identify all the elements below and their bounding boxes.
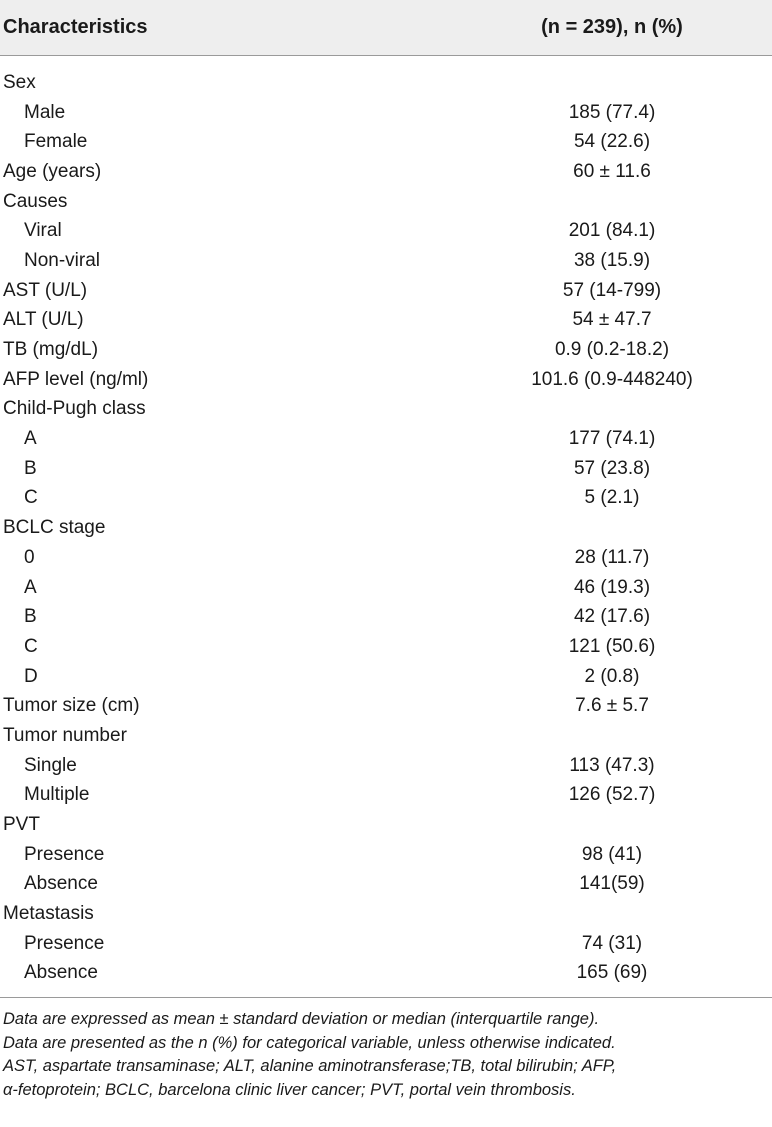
table-row <box>0 335 772 365</box>
row-value: 126 (52.7) <box>568 784 656 806</box>
row-label: PVT <box>3 814 40 836</box>
row-value: 141(59) <box>579 873 645 895</box>
row-label: Absence <box>24 962 98 984</box>
row-value: 185 (77.4) <box>568 101 656 123</box>
table-row <box>0 899 772 929</box>
table-row <box>0 276 772 306</box>
table-row <box>0 306 772 336</box>
row-label: Viral <box>24 220 62 242</box>
row-label: TB (mg/dL) <box>3 339 99 361</box>
row-value: 0.9 (0.2-18.2) <box>554 339 670 361</box>
row-label: Absence <box>24 873 98 895</box>
row-label: A <box>24 576 37 598</box>
footnote-line: AST, aspartate transaminase; ALT, alanine aminotransferase;TB, total bilirubin; AFP, <box>3 1057 617 1076</box>
table-row <box>0 98 772 128</box>
row-label: Presence <box>24 932 105 954</box>
footnote-line: Data are presented as the n (%) for categorical variable, unless otherwise indicated. <box>3 1033 616 1052</box>
row-label: Tumor number <box>3 724 127 746</box>
table-row <box>0 68 772 98</box>
table-row <box>0 484 772 514</box>
table-row <box>0 870 772 900</box>
table-row <box>0 424 772 454</box>
row-label: Female <box>24 131 88 153</box>
footnote-line: Data are expressed as mean ± standard deviation or median (interquartile range). <box>3 1010 600 1029</box>
table-row <box>0 929 772 959</box>
row-label: Tumor size (cm) <box>3 695 140 717</box>
table-row <box>0 632 772 662</box>
row-label: B <box>24 606 37 628</box>
row-value: 2 (0.8) <box>584 665 640 687</box>
row-label: Male <box>24 101 66 123</box>
table-row <box>0 751 772 781</box>
row-label: Age (years) <box>3 160 102 182</box>
row-value: 113 (47.3) <box>569 754 655 776</box>
row-value: 98 (41) <box>581 843 643 865</box>
table-row <box>0 721 772 751</box>
table-row <box>0 543 772 573</box>
row-label: C <box>24 487 38 509</box>
table-row <box>0 662 772 692</box>
row-value: 46 (19.3) <box>573 576 651 598</box>
header-count: (n = 239), n (%) <box>541 16 683 38</box>
row-value: 60 ± 11.6 <box>573 160 651 182</box>
table-row <box>0 840 772 870</box>
table-row <box>0 365 772 395</box>
row-label: 0 <box>24 546 35 568</box>
table-row <box>0 187 772 217</box>
row-value: 57 (23.8) <box>573 457 651 479</box>
row-label: Child-Pugh class <box>3 398 146 420</box>
table-header <box>0 0 772 56</box>
row-value: 28 (11.7) <box>574 546 650 568</box>
row-value: 177 (74.1) <box>568 428 656 450</box>
table-body <box>0 56 772 988</box>
row-value: 54 (22.6) <box>573 131 651 153</box>
row-label: D <box>24 665 38 687</box>
table-row <box>0 781 772 811</box>
row-label: Presence <box>24 843 105 865</box>
table-footnotes <box>0 998 772 1102</box>
table-row <box>0 573 772 603</box>
row-value: 5 (2.1) <box>584 487 640 509</box>
table-row <box>0 959 772 989</box>
table-row <box>0 691 772 721</box>
row-value: 57 (14-799) <box>562 279 662 301</box>
table-row <box>0 127 772 157</box>
table-row <box>0 157 772 187</box>
table-row <box>0 395 772 425</box>
row-label: BCLC stage <box>3 517 106 539</box>
row-label: AST (U/L) <box>3 279 88 301</box>
row-label: Multiple <box>24 784 90 806</box>
table-row <box>0 454 772 484</box>
row-value: 54 ± 47.7 <box>572 309 652 331</box>
row-label: AFP level (ng/ml) <box>3 368 149 390</box>
row-value: 7.6 ± 5.7 <box>575 695 649 717</box>
row-label: C <box>24 635 38 657</box>
table-row <box>0 602 772 632</box>
table-row <box>0 216 772 246</box>
footnote-line: α-fetoprotein; BCLC, barcelona clinic liver cancer; PVT, portal vein thrombosis. <box>3 1080 576 1099</box>
row-label: Non-viral <box>24 249 101 271</box>
row-value: 74 (31) <box>581 932 643 954</box>
header-characteristics: Characteristics <box>3 16 148 38</box>
row-label: Sex <box>3 71 36 93</box>
table-row <box>0 246 772 276</box>
row-label: Causes <box>3 190 68 212</box>
row-value: 165 (69) <box>576 962 648 984</box>
row-label: ALT (U/L) <box>3 309 84 331</box>
row-value: 101.6 (0.9-448240) <box>531 368 693 390</box>
row-label: B <box>24 457 37 479</box>
row-value: 201 (84.1) <box>568 220 656 242</box>
table-row <box>0 513 772 543</box>
row-label: A <box>24 428 37 450</box>
row-value: 42 (17.6) <box>573 606 651 628</box>
row-label: Single <box>24 754 77 776</box>
row-value: 38 (15.9) <box>573 249 651 271</box>
table-row <box>0 810 772 840</box>
row-label: Metastasis <box>3 903 94 925</box>
row-value: 121 (50.6) <box>568 635 656 657</box>
